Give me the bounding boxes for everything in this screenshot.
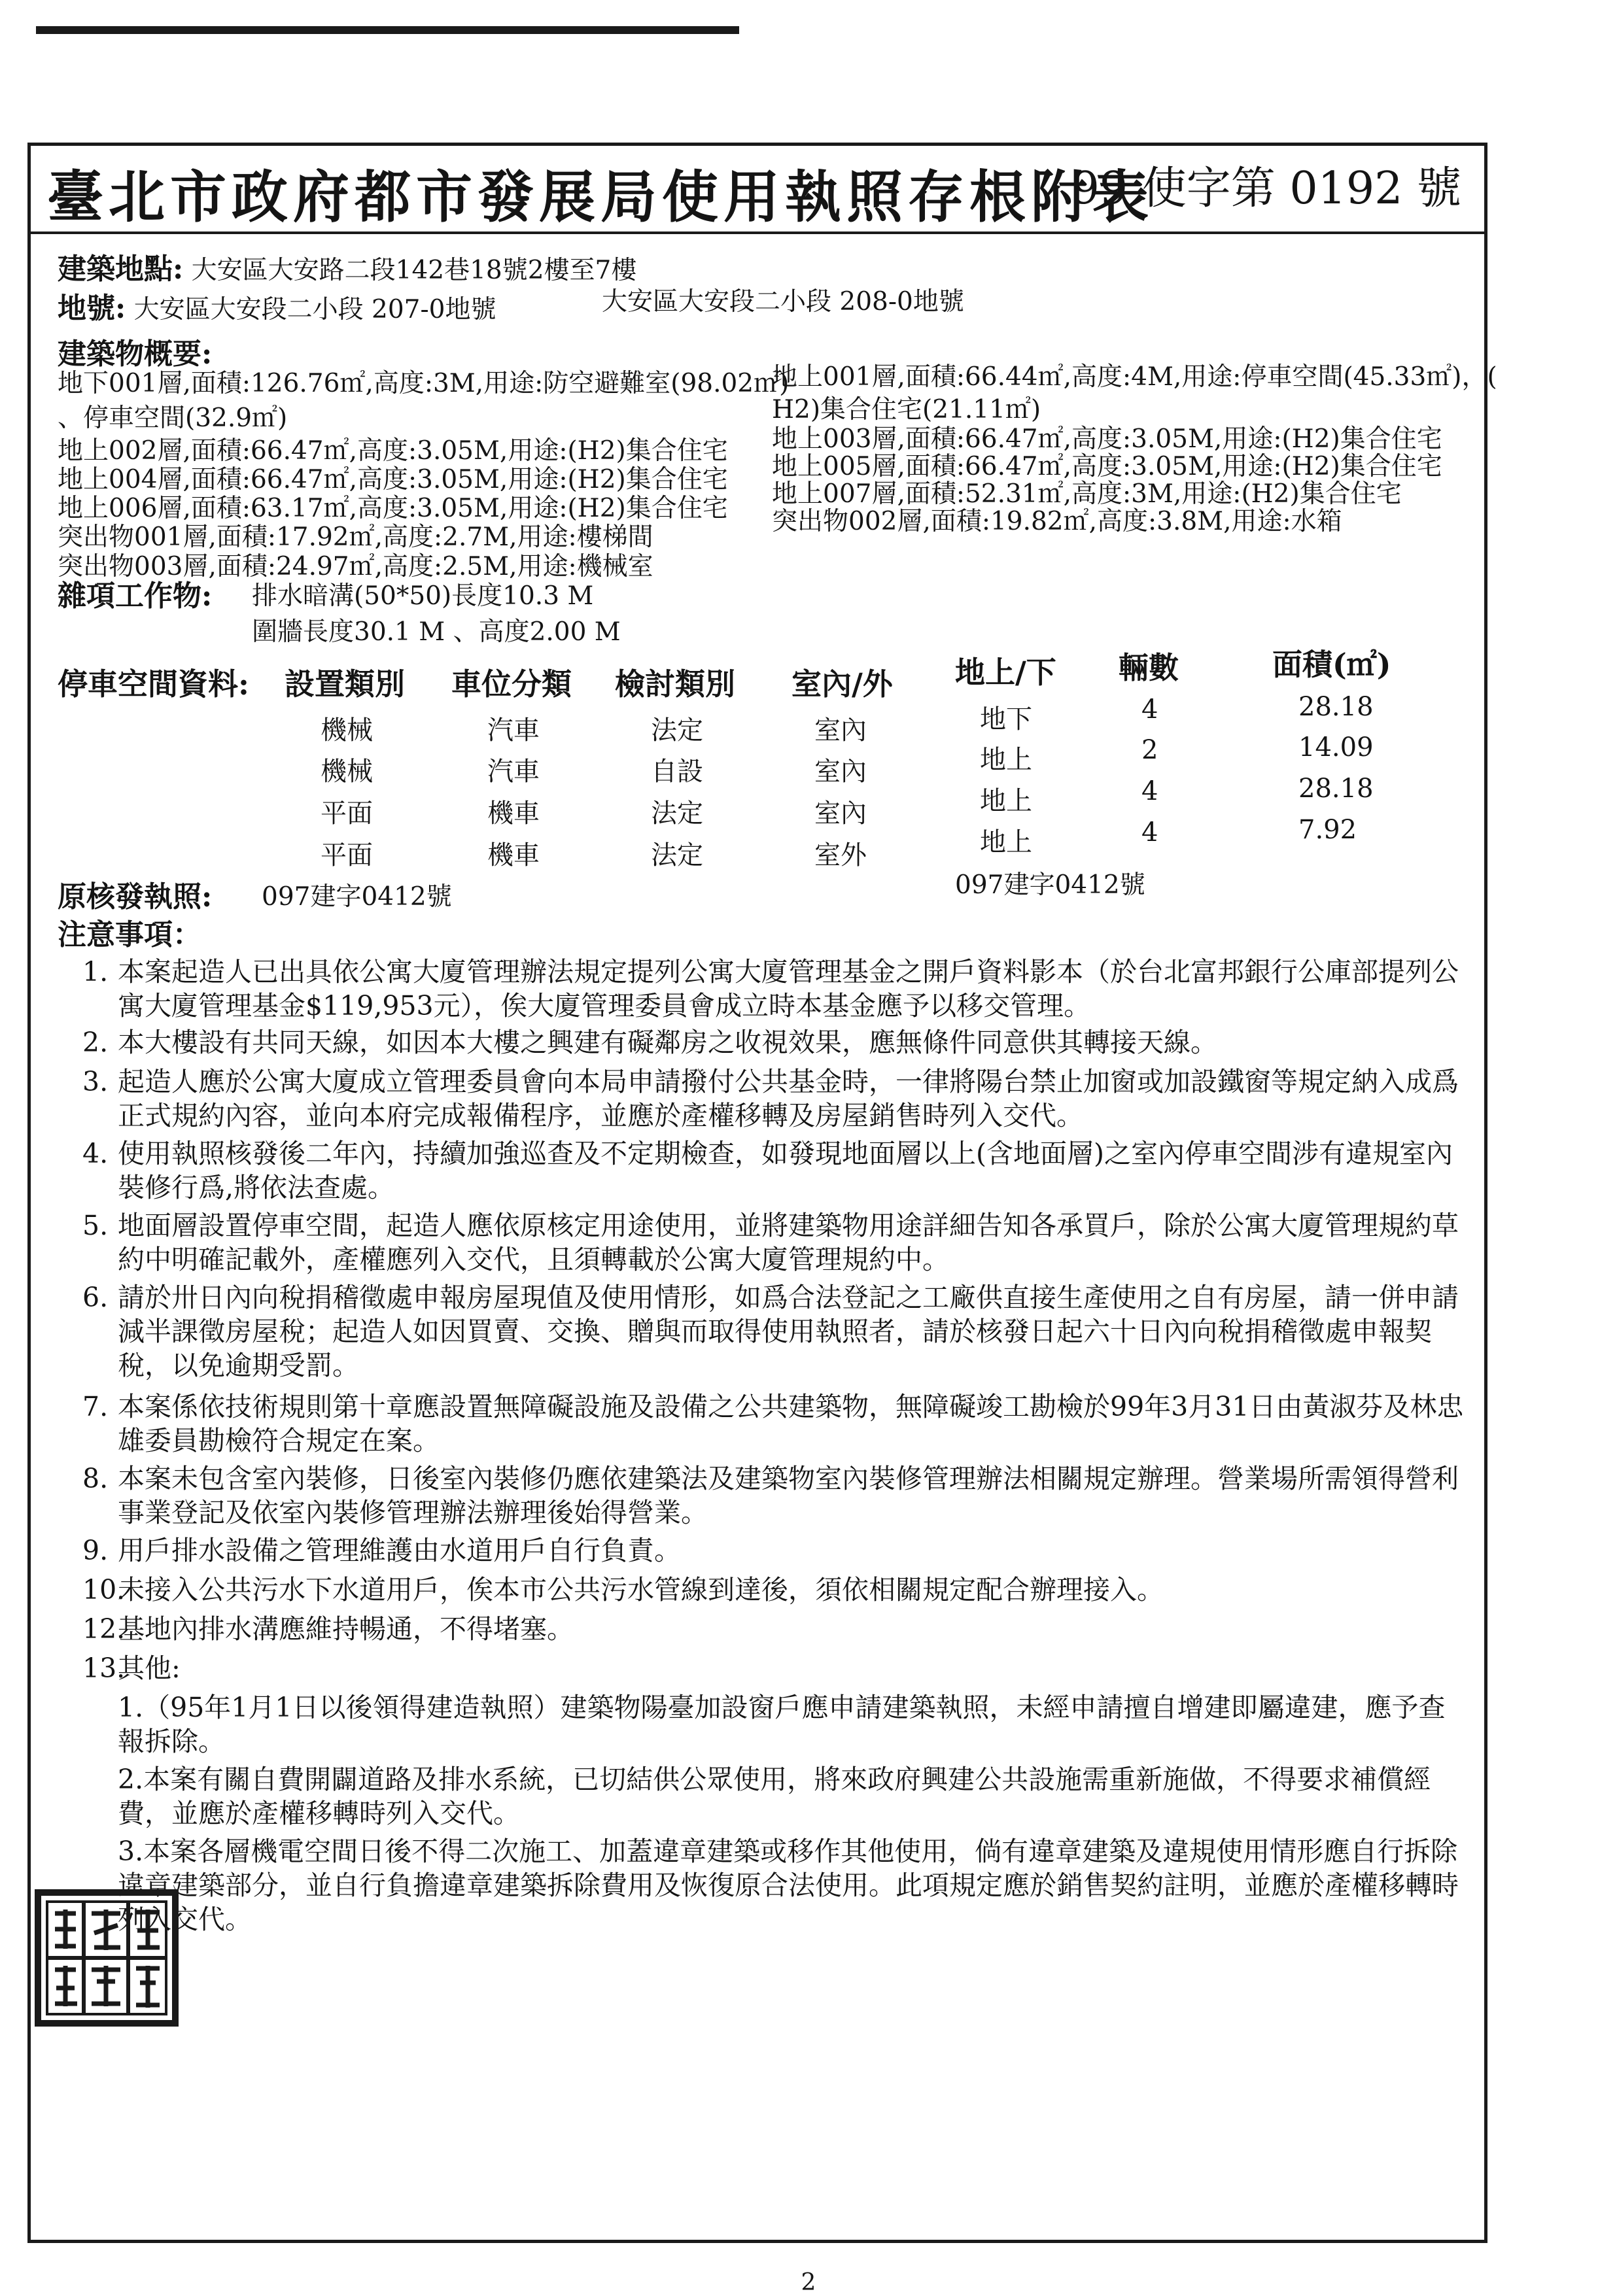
note-number: 1. [82,956,109,987]
table-cell: 4 [1141,776,1158,806]
table-cell: 2 [1141,735,1158,765]
misc-wall: 圍牆長度30.1 M 、高度2.00 M [252,617,621,647]
note-sub-item-2: 2.本案有關自費開闢道路及排水系統，已切結供公眾使用，將來政府興建公共設施需重新施做，不得要求補償經費，並應於產權移轉時列入交代。 [118,1764,1431,1829]
note-item-4 [82,1137,1472,1205]
overview-left-4: 地上004層,面積:66.47㎡,高度:3.05M,用途:(H2)集合住宅 [58,465,728,494]
overview-label: 建築物概要: [58,337,213,371]
parking-col-setup: 設置類別 [285,666,405,702]
table-cell: 法定 [651,840,703,870]
title-row [27,143,1487,234]
parking-label: 停車空間資料: [58,666,249,702]
address-line [58,252,637,286]
note-item-2 [82,1025,1472,1059]
note-text: 本案起造人已出具依公寓大廈管理辦法規定提列公寓大廈管理基金之開戶資料影本（於台北富邦銀行公庫部提列公寓大廈管理基金$119,953元），俟大廈管理委員會成立時本基金應予以移交管理。 [118,956,1459,1021]
note-text: 起造人應於公寓大廈成立管理委員會向本局申請撥付公共基金時，一律將陽台禁止加窗或加設鐵窗等規定納入成爲正式規約內容，並向本府完成報備程序，並應於產權移轉及房屋銷售時列入交代。 [118,1066,1459,1131]
misc-drain: 排水暗溝(50*50)長度10.3 M [252,581,594,611]
official-seal-icon [31,1883,182,2034]
note-item-10 [82,1573,1472,1607]
table-cell: 28.18 [1298,774,1374,804]
table-cell: 平面 [321,840,373,870]
note-text: 其他: [118,1653,181,1684]
note-number: 13. [82,1653,126,1684]
note-text: 本案未包含室內裝修，日後室內裝修仍應依建築法及建築物室內裝修管理辦法相關規定辦理。營業場所需領得營利事業登記及依室內裝修管理辦法辦理後始得營業。 [118,1463,1459,1528]
overview-right-6: 突出物002層,面積:19.82㎡,高度:3.8M,用途:水箱 [772,507,1342,536]
overview-right-2: H2)集合住宅(21.11㎡) [772,395,1041,424]
note-text: 地面層設置停車空間，起造人應依原核定用途使用，並將建築物用途詳細告知各承買戶，除於公寓大廈管理規約草約中明確記載外，產權應列入交代，且須轉載於公寓大廈管理規約中。 [118,1210,1459,1275]
note-number: 12. [82,1613,126,1645]
note-item-3 [82,1065,1472,1133]
notes-label: 注意事項： [58,918,201,951]
note-item-1 [82,955,1472,1023]
parking-col-level: 地上/下 [955,655,1056,690]
note-item-5 [82,1208,1472,1277]
note-text: 基地內排水溝應維持暢通，不得堵塞。 [118,1613,574,1645]
lot-value-2: 大安區大安段二小段 208-0地號 [602,287,964,317]
note-item-8 [82,1462,1472,1530]
table-cell: 機車 [487,840,540,870]
table-cell: 地上 [980,745,1032,775]
table-cell: 自設 [651,757,703,787]
address-label: 建築地點: [58,252,184,286]
original-permit-2: 097建字0412號 [955,870,1145,900]
table-cell: 28.18 [1298,692,1374,722]
top-rule [36,26,739,34]
note-number: 8. [82,1463,109,1494]
note-text: 用戶排水設備之管理維護由水道用戶自行負責。 [118,1535,681,1566]
table-cell: 汽車 [487,715,540,745]
table-cell: 地下 [980,704,1032,734]
permit-number: 99 使字第 0192 號 [1071,163,1461,214]
lot-line [58,294,496,324]
table-cell: 機械 [321,757,373,787]
overview-left-7: 突出物003層,面積:24.97㎡,高度:2.5M,用途:機械室 [58,552,653,581]
note-number: 7. [82,1391,109,1422]
table-cell: 機車 [487,798,540,829]
note-text: 本案係依技術規則第十章應設置無障礙設施及設備之公共建築物，無障礙竣工勘檢於99年3月31日由黃淑芬及林忠雄委員勘檢符合規定在案。 [118,1391,1464,1456]
table-cell: 室內 [814,798,867,829]
table-cell: 平面 [321,798,373,829]
note-number: 10. [82,1574,126,1605]
misc-label: 雜項工作物: [58,579,213,613]
overview-left-3: 地上002層,面積:66.47㎡,高度:3.05M,用途:(H2)集合住宅 [58,436,728,466]
table-cell: 4 [1141,694,1158,725]
note-sub-item-1: 1.（95年1月1日以後領得建造執照）建築物陽臺加設窗戶應申請建築執照，未經申請擅自增建即屬違建，應予查報拆除。 [118,1692,1446,1757]
original-permit-label: 原核發執照: [58,880,213,914]
note-text: 使用執照核發後二年內，持續加強巡查及不定期檢查，如發現地面層以上(含地面層)之室內停車空間涉有違規室內裝修行爲,將依法查處。 [118,1138,1453,1203]
table-cell: 汽車 [487,757,540,787]
table-cell: 室內 [814,715,867,745]
note-number: 2. [82,1027,109,1058]
note-number: 3. [82,1066,109,1097]
note-number: 5. [82,1210,109,1241]
parking-col-indoor: 室內/外 [791,666,893,702]
note-item-13 [82,1651,1472,1685]
table-cell: 室外 [814,840,867,870]
note-number: 9. [82,1535,109,1566]
table-cell: 室內 [814,757,867,787]
table-cell: 4 [1141,817,1158,848]
original-permit-1: 097建字0412號 [262,882,452,912]
overview-right-1: 地上001層,面積:66.44㎡,高度:4M,用途:停車空間(45.33㎡)，( [772,362,1497,392]
note-item-7 [82,1390,1472,1458]
note-text: 未接入公共污水下水道用戶，俟本市公共污水管線到達後，須依相關規定配合辦理接入。 [118,1574,1164,1605]
parking-col-review: 檢討類別 [615,666,735,702]
note-number: 6. [82,1282,109,1313]
note-item-9 [82,1534,1472,1568]
overview-left-5: 地上006層,面積:63.17㎡,高度:3.05M,用途:(H2)集合住宅 [58,494,728,523]
table-cell: 7.92 [1298,815,1357,845]
table-cell: 法定 [651,798,703,829]
table-cell: 14.09 [1298,732,1374,762]
overview-left-2: 、停車空間(32.9㎡) [58,403,288,433]
table-cell: 地上 [980,827,1032,857]
parking-col-count: 輛數 [1119,650,1179,685]
table-cell: 法定 [651,715,703,745]
note-item-6 [82,1280,1472,1382]
address-value: 大安區大安路二段142巷18號2樓至7樓 [191,256,637,285]
overview-left-1: 地下001層,面積:126.76㎡,高度:3M,用途:防空避難室(98.02㎡) [58,369,790,398]
page-number: 2 [801,2269,816,2296]
table-cell: 地上 [980,786,1032,816]
parking-col-area: 面積(㎡) [1272,647,1391,682]
note-number: 4. [82,1138,109,1169]
lot-label: 地號: [58,292,126,325]
table-cell: 機械 [321,715,373,745]
note-text: 請於卅日內向稅捐稽徵處申報房屋現值及使用情形，如爲合法登記之工廠供直接生產使用之自有房屋，請一併申請減半課徵房屋稅；起造人如因買賣、交換、贈與而取得使用執照者，請於核發日起六十日內向稅捐稽徵處申報契稅，以免逾期受罰。 [118,1282,1459,1381]
parking-col-vehicle: 車位分類 [451,666,572,702]
note-text: 本大樓設有共同天線，如因本大樓之興建有礙鄰房之收視效果，應無條件同意供其轉接天線。 [118,1027,1217,1058]
lot-value-1: 大安區大安段二小段 207-0地號 [133,295,496,324]
overview-right-5: 地上007層,面積:52.31㎡,高度:3M,用途:(H2)集合住宅 [772,479,1402,509]
note-item-12 [82,1612,1472,1646]
overview-right-3: 地上003層,面積:66.47㎡,高度:3.05M,用途:(H2)集合住宅 [772,424,1442,454]
overview-right-4: 地上005層,面積:66.47㎡,高度:3.05M,用途:(H2)集合住宅 [772,452,1442,481]
document-title: 臺北市政府都市發展局使用執照存根附表 [47,164,1154,230]
overview-left-6: 突出物001層,面積:17.92㎡,高度:2.7M,用途:樓梯間 [58,523,653,552]
note-sub-item-3: 3.本案各層機電空間日後不得二次施工、加蓋違章建築或移作其他使用，倘有違章建築及違規使用情形應自行拆除違章建築部分，並自行負擔違章建築拆除費用及恢復原合法使用。此項規定應於銷售契約註明，並應於產權移轉時列入交代。 [118,1836,1459,1935]
